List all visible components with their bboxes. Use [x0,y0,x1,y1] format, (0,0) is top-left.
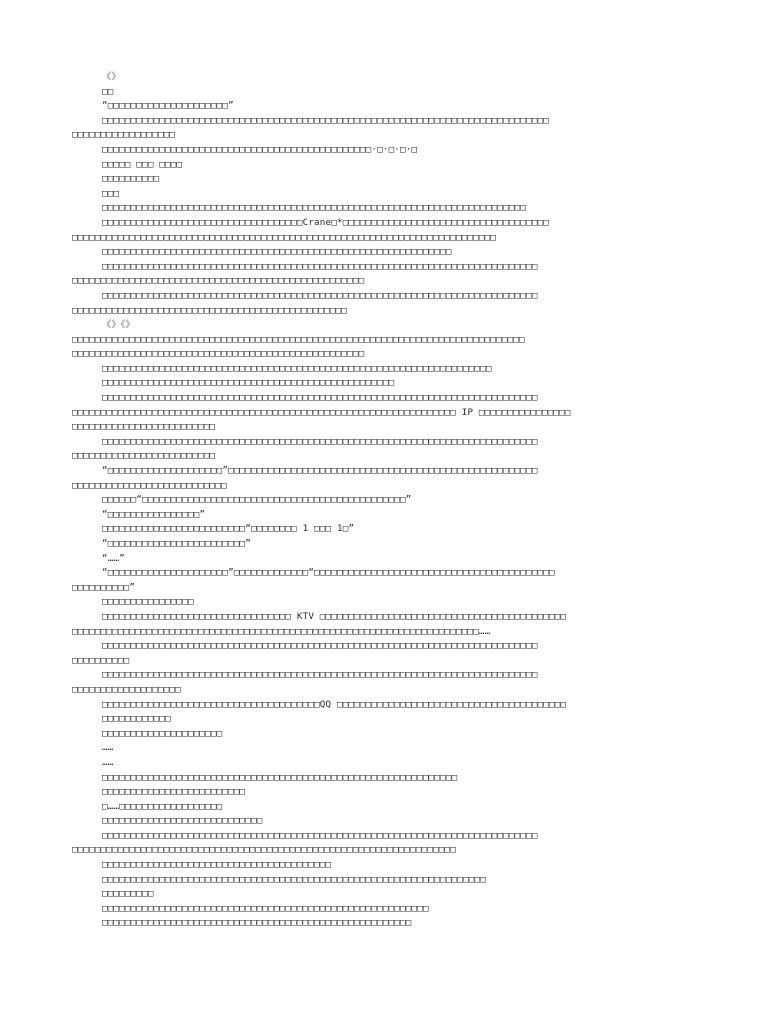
text-line: □□□□□□□□□□□□□□□□□□□□□□□□□□□□□□□□□ KTV □□□□□□□□□□□□□□□□□□□□□□□□□□□□□□□□□□□□□□□□□□□ [102,610,567,622]
text-line: □□□□□□□□□□□□□□□□□□□□□□□□□□□□□□□□□□□□□□□□□□□□□□□□□□□□□□□□□□□□□ [102,246,452,258]
text-line: □□□□□□□□□□□□□□□□□□□□□□□□□□□□□□□□□□□□□□□□□□□□□□□□□□□□□□□□□□□□□□□□□□□□□□□□□□□□□□□ [72,333,525,345]
text-line: □□□□□□□□□□□□□□□□ [102,596,194,608]
text-line: □□□□□□□□□□ [102,173,160,185]
text-line: □□□□□□□□□□□□□□□□□□□□□□□□□□□□□□□□□□□□□□□□□□□□□□□□□□□□□□□□□□□□□□□□□□□□□□□□□□ [102,202,527,214]
text-line: □□□□□□□□□□□□□□□□□□□□□□□□□□□□□□□□□□□□□□□□□□□□□□□□□□□□□□□□□□□□□□□□□□□□□□□□□□□□ [102,289,538,301]
text-line: □□□□□□□□□□□□□□□□□□□□□□□□□□□□□□□□□□□□□□□□□□□□□□□□□□□□□□□□□ [102,902,429,914]
text-line: □□□□□□□□□□□□□□□□□□□□□□□□□“□□□□□□□□ 1 □□□ 1□” [102,523,355,535]
text-line: “□□□□□□□□□□□□□□□□□□□□”□□□□□□□□□□□□□□□□□□□□□□□□□□□□□□□□□□□□□□□□□□□□□□□□□□□□□□ [102,465,538,477]
text-line: □□□□□□□□□□□□ [102,713,171,725]
text-line: □□□□□□□□□□□□□□□□□□□□□□□□□□□□□□□□□□□□□□QQ □□□□□□□□□□□□□□□□□□□□□□□□□□□□□□□□□□□□□□□□ [102,698,567,710]
text-line: 《》《》 [102,319,135,331]
text-line: □□□□□□□□□□□□□□□□□□□□□□□□□□□□□□□□□□□□□□□□□□□□□□□·□·□·□·□ [102,143,418,155]
document-page [72,70,700,931]
text-line: □□□□□□□□□□” [72,581,136,593]
text-line: □□□□□□□□□□□□□□□□□□□ [72,683,181,695]
text-line: □□□□□□□□□□□□□□□□□□□□□□□□□□□□□□□□□□□□□□□□□□□□□□□□□□□□□□□□□□□□□□□□□□□□□□□□□□□□ [102,669,538,681]
text-line: □□□□□□□□□□□□□□□□□□□□□□□□□□□□□□□□□□□□□□□□ [102,859,332,871]
text-line: □□□□□□□□□□□□□□□□□□□□□□□□□□□□□□□□□□□□□□□□□□□□□□□□□□□□□□□□□□□□□□□□□□□□ [102,362,492,374]
text-line: “……” [102,552,125,564]
text-line: □□□□□□□□□□□□□□□□□□□□□□□□□□□□□□□□□□□□□□□□□□□□□□□□ [72,304,348,316]
text-line: □□□□□□□□□□□□□□□□□□□□□□□□□□□□□□□□□□□□□□□□□□□□□□□□□□□□□□□□□□□□□□□□□□□□□□□□□□□□ [102,260,538,272]
text-line: “□□□□□□□□□□□□□□□□□□□□□□□□” [102,538,252,549]
text-line: □□□□□□□□□□□□□□□□□□□□□□□□□□□□□□□□□□□□□□□□□□□□□□□□□□□□□□□□□□□□□□□□□□□□□□□…… [72,625,491,637]
text-line: □□□□□□□□□□□□□□□□□□□□□□□□□ [102,786,246,798]
text-line: …… [102,756,114,768]
text-line: □□□□□□□□□□ [72,654,130,666]
text-line: □□ [102,85,114,97]
text-line: □□□□□□□□□□□□□□□□□□□□□ [102,727,223,739]
text-line: □□□□□□□□□□□□□□□□□□□□□□□□□□□□□□□□□□□□□□□□□□□□□□□□□□□□□□□□□□□□□□□□□□□□□□□□□□□□ [102,392,538,404]
text-line: □□□□□□□□□□□□□□□□□□□□□□□□□□□□□□□□□□□□□□□□□□□□□□□□□□□□□□□□□□□□□□ [102,771,458,783]
text-line: …… [102,742,114,754]
text-line: □……□□□□□□□□□□□□□□□□□□ [102,800,223,812]
text-line: □□□□□□□□□□□□□□□□□□□□□□□□□□□□□□□□□□□□□□□□□□□□□□□□□□□ [102,377,395,389]
text-line: □□□□□□□□□□□□□□□□□□ [72,129,176,141]
text-line: □□□□□□□□□□□□□□□□□□□□□□□□□□□□□□□□□□□□□□□□□□□□□□□□□□□ [72,348,365,360]
text-line: □□□□□□□□□□□□□□□□□□□□□□□□□□□□□□□□□□□□□□□□□□□□□□□□□□□□□□□□□□□□□□□□□□□ IP □□□□□□□□□□□□□□□□ [72,406,571,418]
text-line: □□□□□□□□□□□□□□□□□□□□□□□□□ [72,421,216,433]
text-line: “□□□□□□□□□□□□□□□□□□□□□” [102,100,234,112]
text-line: “□□□□□□□□□□□□□□□□” [102,508,206,520]
text-line: “□□□□□□□□□□□□□□□□□□□□□”□□□□□□□□□□□□□“□□□□□□□□□□□□□□□□□□□□□□□□□□□□□□□□□□□□□□□□□□ [102,567,555,579]
text-line: □□□□□□□□□□□□□□□□□□□□□□□□□□□□□□□□□□□□□□□□□□□□□□□□□□□□□□□□□□□□□□□□□□□□□□□□□□□□ [102,435,538,447]
text-line: □□□□□□“□□□□□□□□□□□□□□□□□□□□□□□□□□□□□□□□□□□□□□□□□□□□□□” [102,494,412,506]
text-line: □□□□□□□□□□□□□□□□□□□□□□□□□□□□□□□□□□□□□□□□□□□□□□□□□□□ [72,275,365,287]
text-line: □□□□□□□□□□□□□□□□□□□□□□□□□□□□□□□□□□□□□□□□□□□□□□□□□□□□□□□□□□□□□□□□□□□□□□□□□□ [72,231,497,243]
text-line: □□□□□□□□□□□□□□□□□□□□□□□□□□□□□□□□□□□□□□□□□□□□□□□□□□□□□□□□□□□□□□□□□□□ [72,844,456,856]
text-line: □□□□□□□□□□□□□□□□□□□□□□□□□□□□□□□□□□□□□□□□□□□□□□□□□□□□□□□□□□□□□□□□□□□□□□□□□□□□ [102,640,538,652]
text-line: □□□□□□□□□□□□□□□□□□□□□□□□□ [72,450,216,462]
text-line: □□□□□□□□□□□□□□□□□□□□□□□□□□□□□□□□□□□□□□□□□□□□□□□□□□□□□□□□□□□□□□□□□□□□□□□□□□□□□□ [102,114,550,126]
text-line: □□□□□□□□□□□□□□□□□□□□□□□□□□□□ [102,815,263,827]
text-line: □□□□□□□□□□□□□□□□□□□□□□□□□□□□□□□□□□□Crane□*□□□□□□□□□□□□□□□□□□□□□□□□□□□□□□□□□□□□ [102,216,550,228]
text-line: □□□□□ □□□ □□□□ [102,158,183,170]
text-line: □□□□□□□□□□□□□□□□□□□□□□□□□□□ [72,479,227,491]
text-line: □□□□□□□□□□□□□□□□□□□□□□□□□□□□□□□□□□□□□□□□□□□□□□□□□□□□□□□□□□□□□□□□□□□□□□□□□□□□ [102,829,538,841]
text-line: 《》 [102,71,121,82]
text-line: □□□ [102,187,120,199]
text-line: □□□□□□□□□□□□□□□□□□□□□□□□□□□□□□□□□□□□□□□□□□□□□□□□□□□□□□ [102,917,412,929]
text-line: □□□□□□□□□□□□□□□□□□□□□□□□□□□□□□□□□□□□□□□□□□□□□□□□□□□□□□□□□□□□□□□□□□□ [102,873,486,885]
text-line: □□□□□□□□□ [102,888,154,900]
